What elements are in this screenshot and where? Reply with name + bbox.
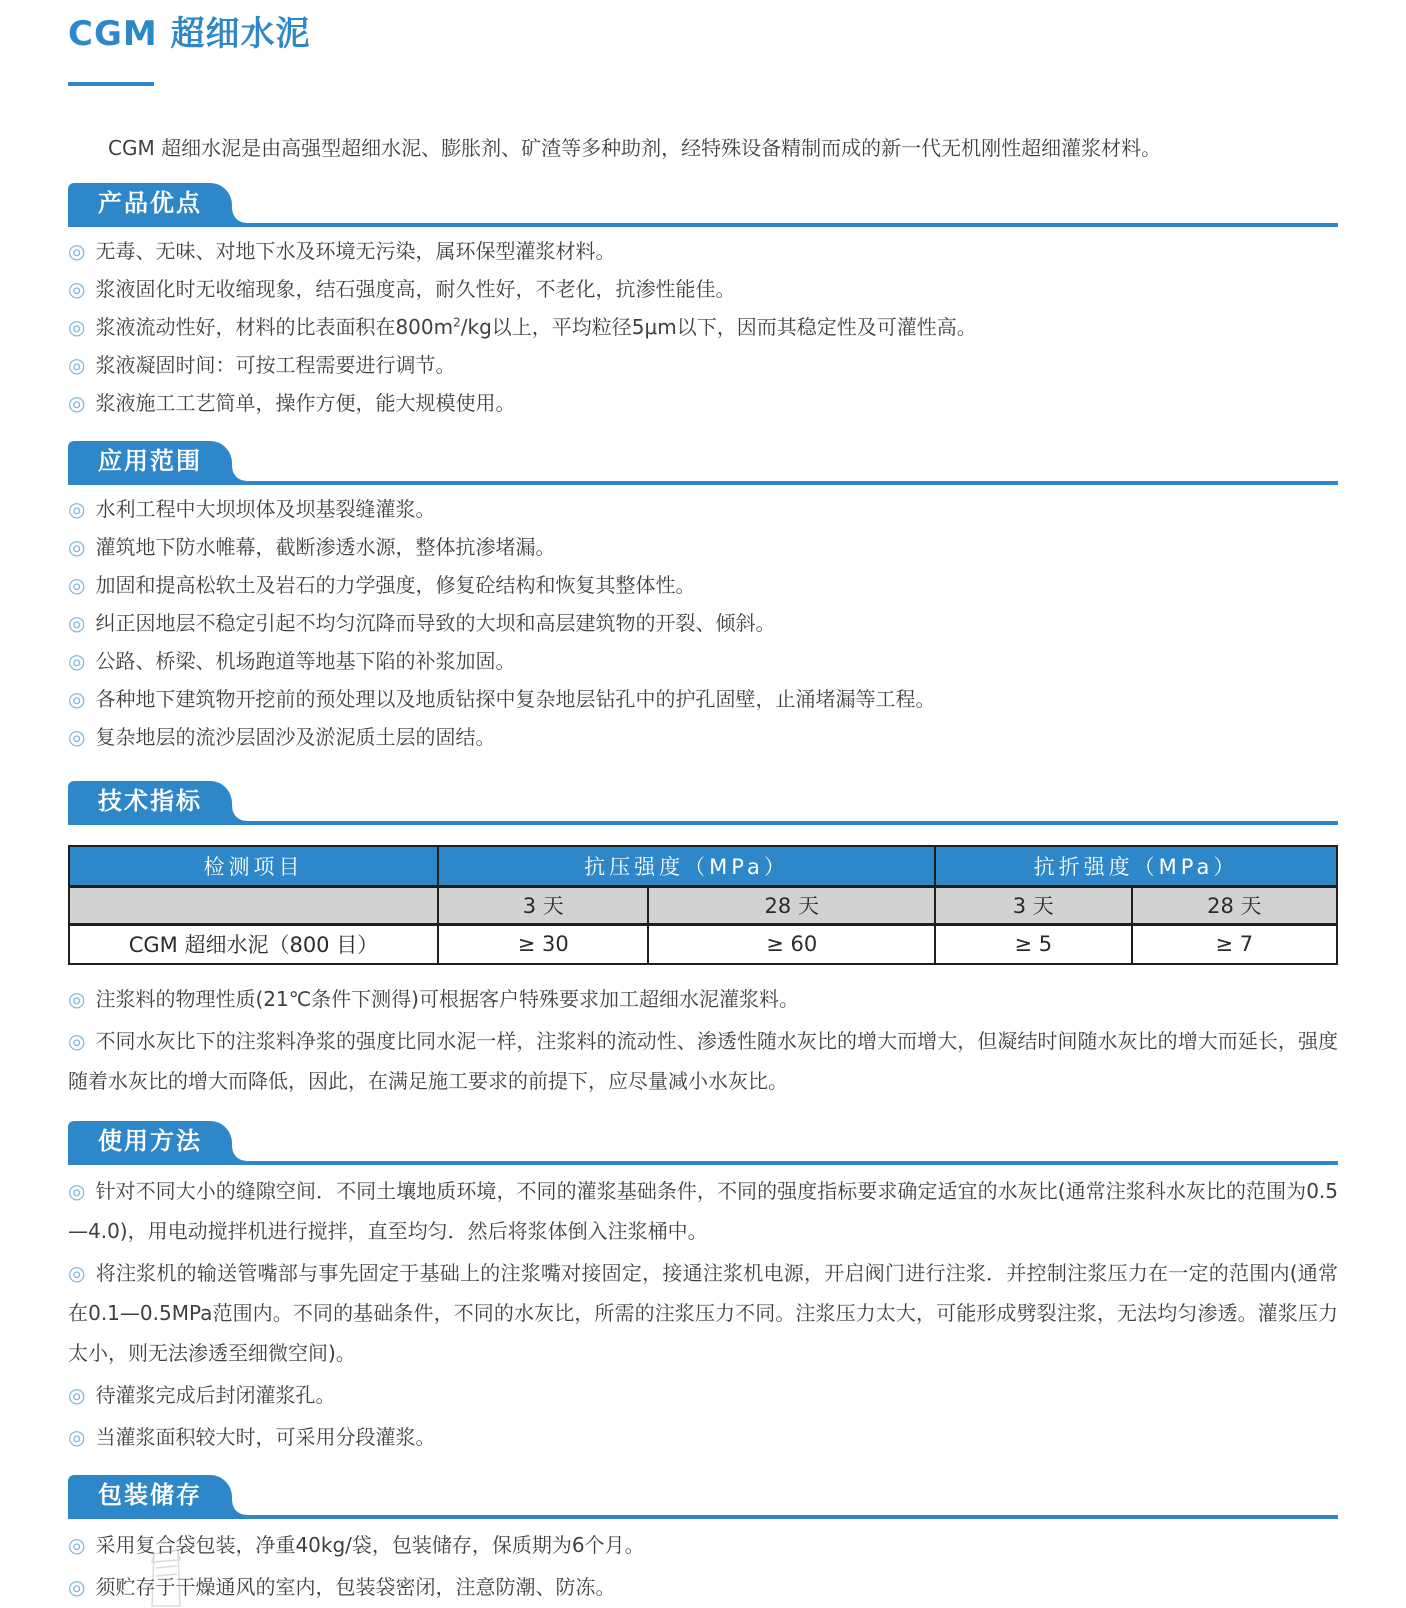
page-content [68, 0, 1338, 1607]
list-item [68, 1375, 1338, 1415]
table-subheader: 28 天 [1132, 886, 1337, 924]
list-item-text: 纠正因地层不稳定引起不均匀沉降而导致的大坝和高层建筑物的开裂、倾斜。 [95, 611, 776, 635]
list-item-text: 待灌浆完成后封闭灌浆孔。 [95, 1383, 336, 1407]
list-item [68, 271, 1338, 307]
list-item-text: 浆液施工工艺简单，操作方便，能大规模使用。 [95, 391, 516, 415]
bullet-icon: ◎ [68, 1029, 86, 1053]
bullet-icon: ◎ [68, 1533, 86, 1557]
table-subheader: 28 天 [648, 886, 935, 924]
list-item [68, 1567, 1338, 1607]
section-header-specs [68, 781, 1338, 825]
section-title: 使用方法 [98, 1127, 202, 1155]
list-item-text: 公路、桥梁、机场跑道等地基下陷的补浆加固。 [95, 649, 516, 673]
list-item-text-part: /kg以上，平均粒径5μm以下，因而其稳定性及可灌性高。 [460, 315, 977, 339]
list-item [68, 491, 1338, 527]
bullet-icon: ◎ [68, 1261, 86, 1285]
section-header-storage [68, 1475, 1338, 1519]
bullet-icon: ◎ [68, 1179, 86, 1203]
bullet-icon: ◎ [68, 239, 86, 263]
section-tab-usage [68, 1121, 232, 1161]
specs-table [68, 845, 1338, 965]
bullet-icon: ◎ [68, 277, 86, 301]
bullet-icon: ◎ [68, 987, 86, 1011]
section-title: 产品优点 [98, 189, 202, 217]
bullet-icon: ◎ [68, 1383, 86, 1407]
title-underline [68, 82, 154, 86]
table-value: ≥ 30 [438, 924, 648, 964]
section-title: 应用范围 [98, 447, 202, 475]
list-item [68, 1253, 1338, 1373]
section-title: 包装储存 [98, 1481, 202, 1509]
list-item-text: 浆液固化时无收缩现象，结石强度高，耐久性好，不老化，抗渗性能佳。 [95, 277, 736, 301]
list-item [68, 719, 1338, 755]
list-item-text: 加固和提高松软土及岩石的力学强度，修复砼结构和恢复其整体性。 [95, 573, 696, 597]
list-item-text [95, 315, 976, 339]
intro-paragraph: CGM 超细水泥是由高强型超细水泥、膨胀剂、矿渣等多种助剂，经特殊设备精制而成的新一代无机刚性超细灌浆材料。 [108, 136, 1162, 160]
table-col-header: 检测项目 [69, 846, 438, 886]
bullet-icon: ◎ [68, 687, 86, 711]
list-item [68, 347, 1338, 383]
bullet-icon: ◎ [68, 497, 86, 521]
bullet-icon: ◎ [68, 649, 86, 673]
list-item-text: 各种地下建筑物开挖前的预处理以及地质钻探中复杂地层钻孔中的护孔固壁，止涌堵漏等工程。 [95, 687, 936, 711]
note-item [68, 1021, 1338, 1101]
bullet-icon: ◎ [68, 391, 86, 415]
bullet-icon: ◎ [68, 353, 86, 377]
list-item [68, 1525, 1338, 1565]
list-item-text: 灌筑地下防水帷幕，截断渗透水源，整体抗渗堵漏。 [95, 535, 556, 559]
list-item-text: 水利工程中大坝坝体及坝基裂缝灌浆。 [95, 497, 436, 521]
advantages-list [68, 233, 1338, 421]
table-subheader-empty [69, 886, 438, 924]
table-subheader: 3 天 [935, 886, 1132, 924]
bullet-icon: ◎ [68, 573, 86, 597]
storage-list [68, 1525, 1338, 1607]
list-item-text: 无毒、无味、对地下水及环境无污染，属环保型灌浆材料。 [95, 239, 616, 263]
applications-list [68, 491, 1338, 755]
list-item [68, 529, 1338, 565]
table-row-name: CGM 超细水泥（800 目） [69, 924, 438, 964]
list-item-text-part: 浆液流动性好，材料的比表面积在800m [95, 315, 454, 339]
list-item [68, 643, 1338, 679]
table-subheader: 3 天 [438, 886, 648, 924]
note-text: 不同水灰比下的注浆料净浆的强度比同水泥一样，注浆料的流动性、渗透性随水灰比的增大而增大，但凝结时间随水灰比的增大而延长，强度随着水灰比的增大而降低，因此，在满足施工要求的前提下，应尽量减小水灰比。 [68, 1029, 1339, 1093]
table-group-header: 抗压强度（MPa） [438, 846, 935, 886]
note-text: 注浆料的物理性质(21℃条件下测得)可根据客户特殊要求加工超细水泥灌浆料。 [95, 987, 799, 1011]
bullet-icon: ◎ [68, 535, 86, 559]
bullet-icon: ◎ [68, 315, 86, 339]
bullet-icon: ◎ [68, 611, 86, 635]
bullet-icon: ◎ [68, 1575, 86, 1599]
section-tab-applications [68, 441, 232, 481]
list-item [68, 385, 1338, 421]
list-item [68, 567, 1338, 603]
list-item [68, 309, 1338, 345]
list-item-text: 将注浆机的输送管嘴部与事先固定于基础上的注浆嘴对接固定，接通注浆机电源，开启阀门进行注浆．并控制注浆压力在一定的范围内(通常在0.1—0.5MPa范围内。不同的基础条件，不同的水灰比，所需的注浆压力不同。注浆压力太大，可能形成劈裂注浆，无法均匀渗透。灌浆压力太小，则无法渗透至细微空间)。 [68, 1261, 1339, 1365]
list-item-text: 浆液凝固时间：可按工程需要进行调节。 [95, 353, 456, 377]
section-tab-specs [68, 781, 232, 821]
list-item-text: 采用复合袋包装，净重40kg/袋，包装储存，保质期为6个月。 [95, 1533, 645, 1557]
section-header-advantages [68, 183, 1338, 227]
section-header-usage [68, 1121, 1338, 1165]
list-item [68, 605, 1338, 641]
bullet-icon: ◎ [68, 725, 86, 749]
list-item-text: 须贮存于干燥通风的室内，包装袋密闭，注意防潮、防冻。 [95, 1575, 616, 1599]
list-item [68, 1171, 1338, 1251]
list-item-text: 针对不同大小的缝隙空间．不同土壤地质环境，不同的灌浆基础条件，不同的强度指标要求确定适宜的水灰比(通常注浆科水灰比的范围为0.5—4.0)，用电动搅拌机进行搅拌，直至均匀．然后将浆体倒入注浆桶中。 [68, 1179, 1338, 1243]
table-value: ≥ 5 [935, 924, 1132, 964]
page-title: CGM 超细水泥 [68, 14, 311, 54]
usage-list [68, 1171, 1338, 1457]
specs-notes [68, 979, 1338, 1101]
table-subheader-row [69, 886, 1337, 924]
list-item [68, 233, 1338, 269]
section-tab-advantages [68, 183, 232, 223]
list-item-text: 复杂地层的流沙层固沙及淤泥质土层的固结。 [95, 725, 496, 749]
list-item [68, 1417, 1338, 1457]
cement-bag-watermark-image [140, 1548, 192, 1608]
table-header-row [69, 846, 1337, 886]
list-item-text: 当灌浆面积较大时，可采用分段灌浆。 [95, 1425, 436, 1449]
bullet-icon: ◎ [68, 1425, 86, 1449]
table-value: ≥ 60 [648, 924, 935, 964]
note-item [68, 979, 1338, 1019]
superscript: 2 [453, 315, 461, 330]
section-title: 技术指标 [98, 787, 202, 815]
list-item [68, 681, 1338, 717]
section-header-applications [68, 441, 1338, 485]
table-value: ≥ 7 [1132, 924, 1337, 964]
section-tab-storage [68, 1475, 232, 1515]
table-group-header: 抗折强度（MPa） [935, 846, 1337, 886]
table-data-row [69, 924, 1337, 964]
